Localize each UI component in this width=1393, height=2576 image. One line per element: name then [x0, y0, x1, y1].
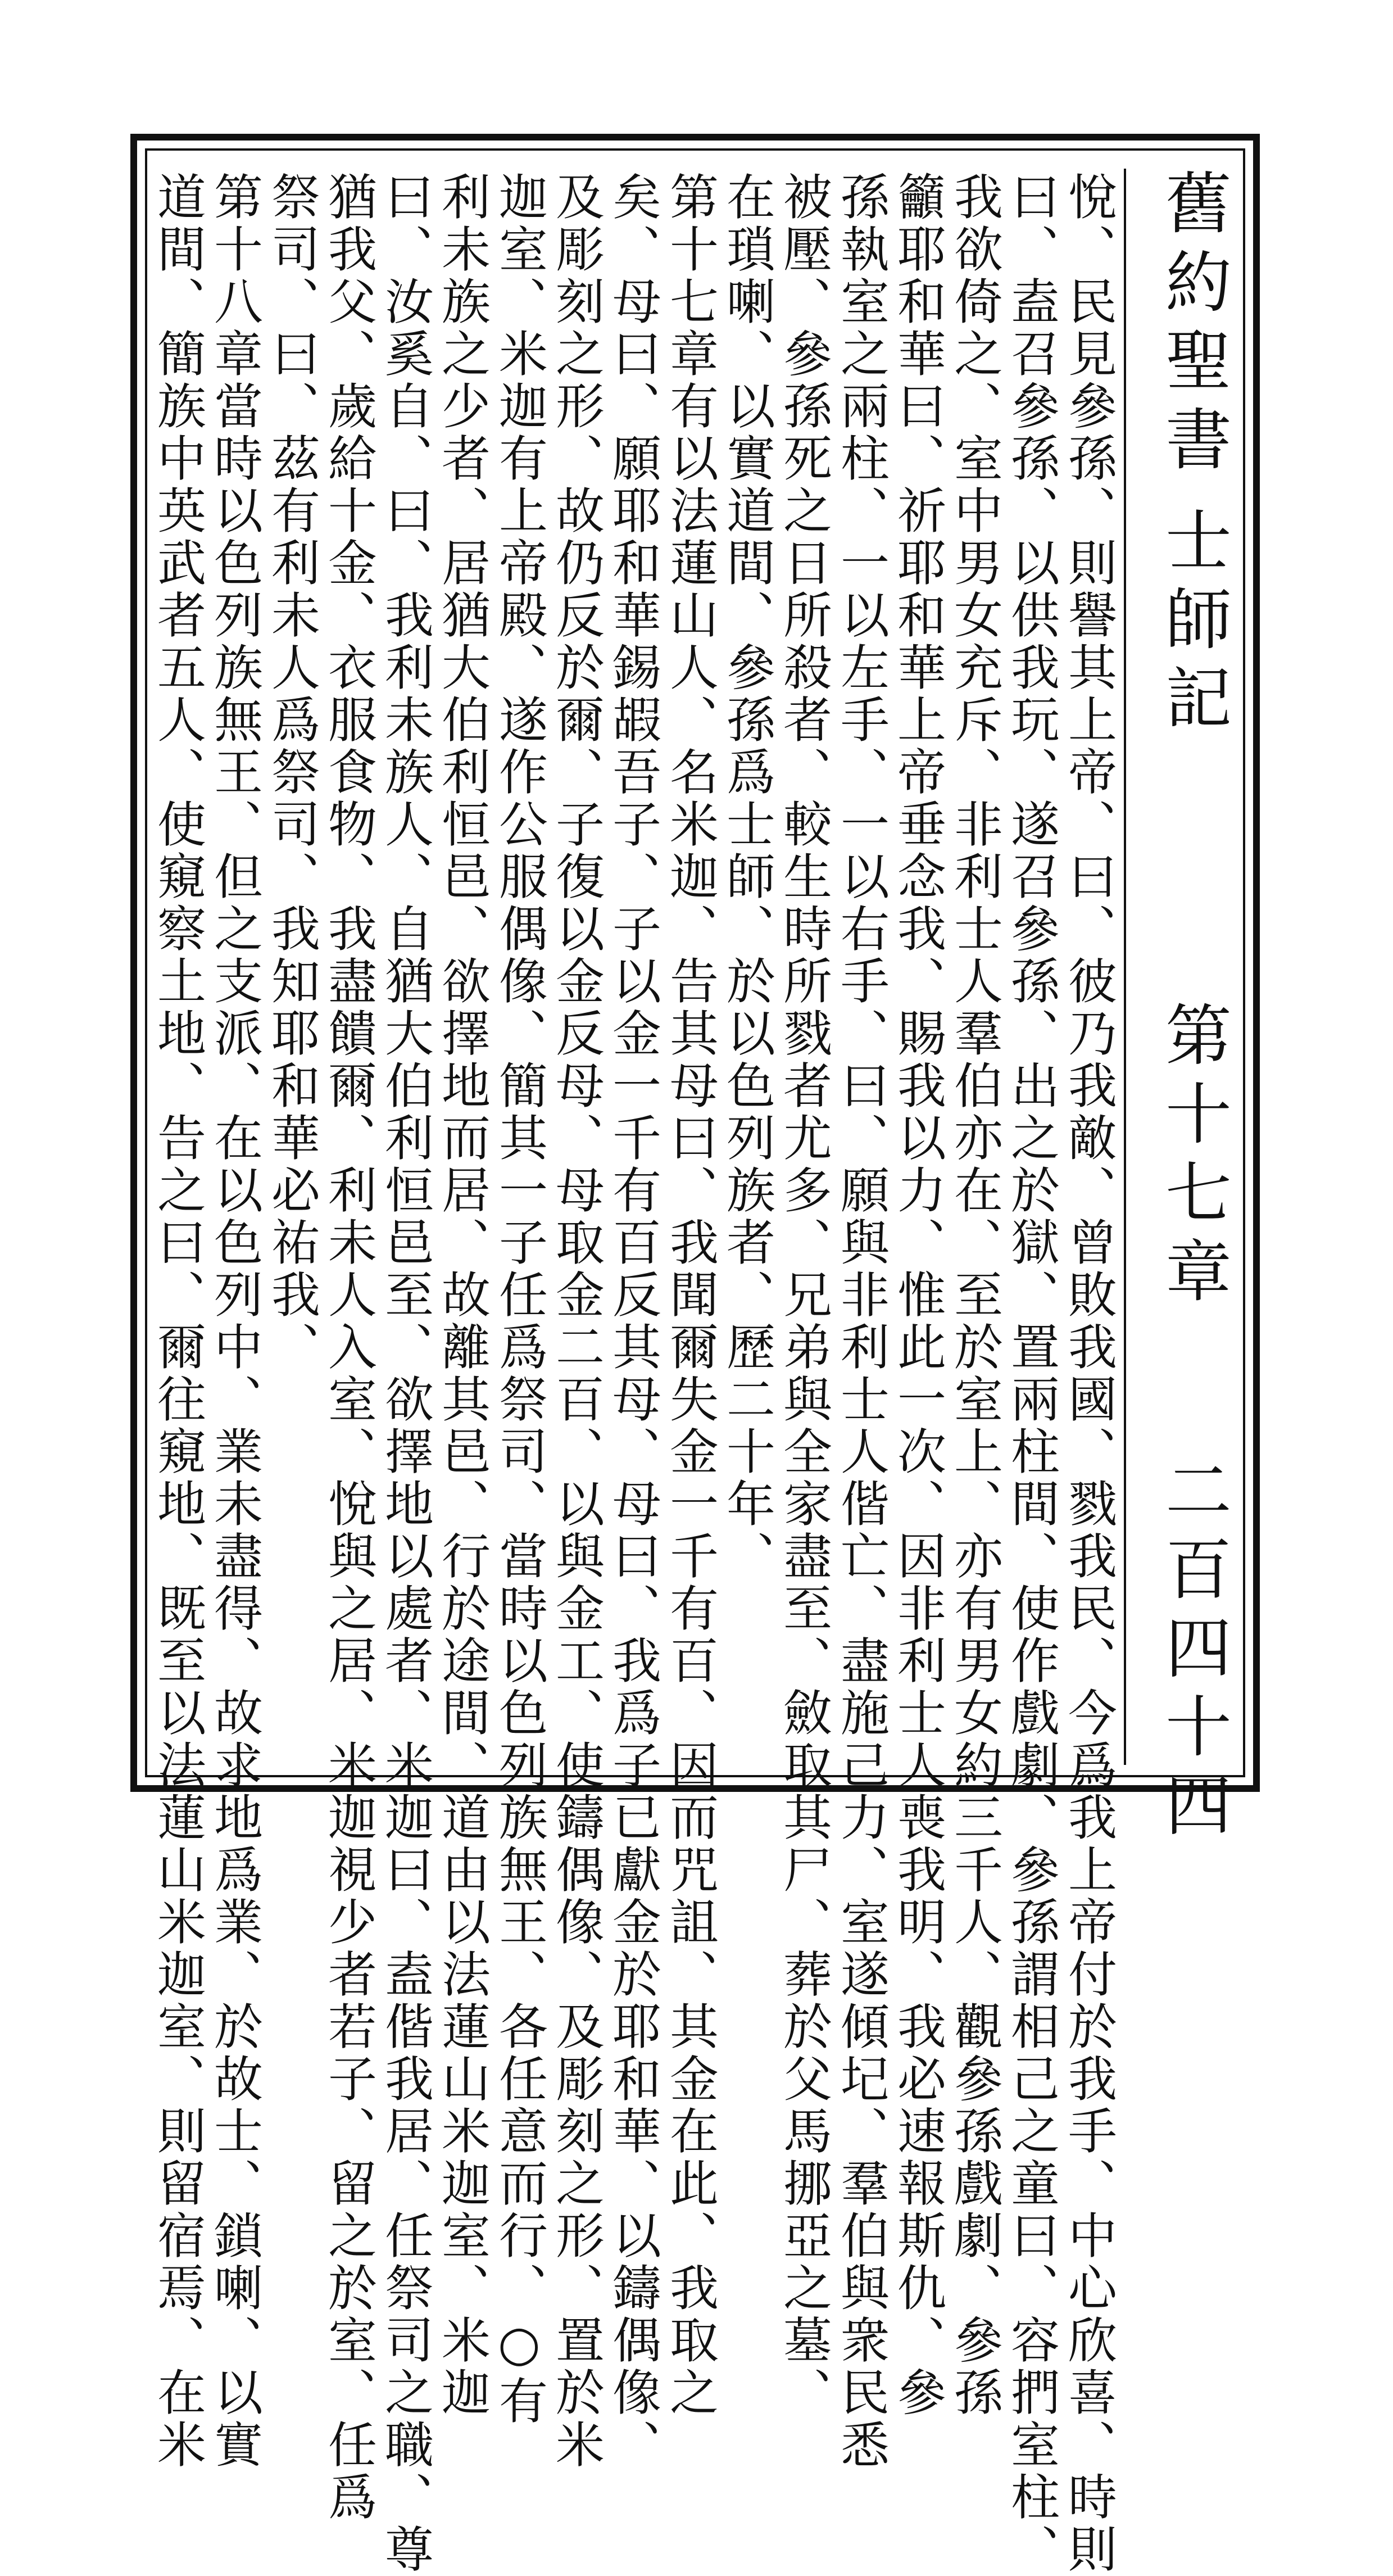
book-title: 舊約聖書 [1154, 169, 1232, 483]
section-title: 士師記 [1154, 506, 1232, 742]
text-column-16: 第十八章當時以色列族無王、但之支派、在以色列中、業未盡得、故求地爲業、於故士、鎖喇、以實 [206, 171, 263, 2471]
text-column-13: 曰、汝奚自、曰、我利未族人、自猶大伯利恒邑至、欲擇地以處者、米迦曰、盍偕我居、任祭司之職、尊 [376, 171, 434, 2576]
text-column-5: 孫執室之兩柱、一以左手、一以右手、曰、願與非利士人偕亡、盡施己力、室遂傾圮、羣伯與衆民悉 [832, 171, 890, 2471]
text-column-15: 祭司、曰、茲有利未人爲祭司、我知耶和華必祐我、 [263, 171, 320, 1374]
text-column-2: 曰、盍召參孫、以供我玩、遂召參孫、出之於獄、置兩柱間、使作戲劇、參孫謂相己之童曰、容捫室柱、 [1002, 171, 1060, 2576]
text-column-14: 猶我父、歲給十金、衣服食物、我盡饋爾、利未人入室、悅與之居、米迦視少者若子、留之於室、任爲 [320, 171, 377, 2524]
text-column-6: 被壓、參孫死之日所殺者、較生時所戮者尤多、兄弟與全家盡至、斂取其尸、葬於父馬挪亞之墓、 [775, 171, 832, 2419]
text-column-3: 我欲倚之、室中男女充斥、非利士人羣伯亦在、至於室上、亦有男女約三千人、觀參孫戲劇、參孫 [946, 171, 1003, 2419]
text-column-17: 道間、簡族中英武者五人、使窺察土地、告之曰、爾往窺地、既至以法蓮山米迦室、則留宿焉、在米 [149, 171, 206, 2471]
text-column-4: 籲耶和華曰、祈耶和華上帝垂念我、賜我以力、惟此一次、因非利士人喪我明、我必速報斯仇、參 [889, 171, 946, 2419]
text-column-11: 迦室、米迦有上帝殿、遂作公服偶像、簡其一子任爲祭司、當時以色列族無王、各任意而行、○有 [491, 171, 548, 2428]
chapter-label: 第十七章 [1154, 1000, 1232, 1315]
text-column-10: 及彫刻之形、故仍反於爾、子復以金反母、母取金二百、以與金工、使鑄偶像、及彫刻之形、置於米 [547, 171, 605, 2471]
text-column-9: 矣、母曰、願耶和華錫嘏吾子、子以金一千有百反其母、母曰、我爲子已獻金於耶和華、以鑄偶像、 [604, 171, 661, 2471]
text-column-8: 第十七章有以法蓮山人、名米迦、告其母曰、我聞爾失金一千有百、因而咒詛、其金在此、我取之 [661, 171, 719, 2419]
text-column-7: 在瑣喇、以實道間、參孫爲士師、於以色列族者、歷二十年、 [718, 171, 775, 1583]
page-number: 二百四十四 [1154, 1456, 1232, 1849]
text-column-1: 悅、民見參孫、則譽其上帝、曰、彼乃我敵、曾敗我國、戮我民、今爲我上帝付於我手、中心欣喜、時則 [1060, 171, 1117, 2576]
text-column-12: 利未族之少者、居猶大伯利恒邑、欲擇地而居、故離其邑、行於途間、道由以法蓮山米迦室、米迦 [433, 171, 491, 2419]
page-header-column [1124, 169, 1236, 1849]
